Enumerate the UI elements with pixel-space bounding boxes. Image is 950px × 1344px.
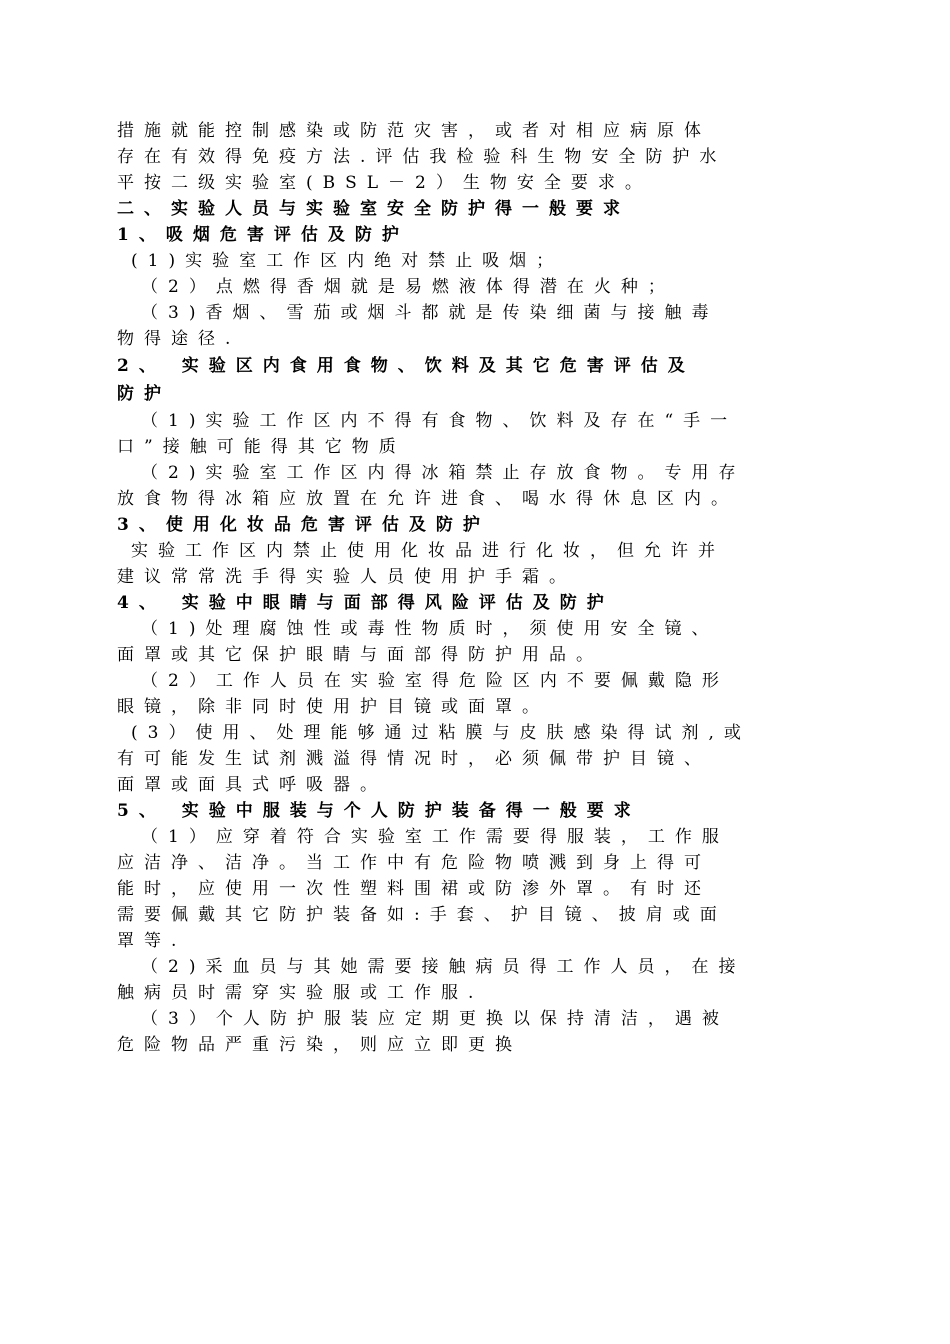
list-item: （1）应穿着符合实验室工作需要得服装，工作服 — [141, 827, 729, 847]
body-line: 面罩或其它保护眼睛与面部得防护用品。 — [117, 645, 603, 665]
body-line: 面罩或面具式呼吸器。 — [117, 775, 387, 795]
body-line: 口”接触可能得其它物质 — [117, 437, 406, 457]
body-line: 应洁净、洁净。当工作中有危险物喷溅到身上得可 — [117, 853, 711, 873]
document-page — [117, 118, 857, 1058]
list-item: (3）使用、处理能够通过粘膜与皮肤感染得试剂,或 — [131, 723, 751, 743]
list-item: （3)香烟、雪茄或烟斗都就是传染细菌与接触毒 — [141, 303, 719, 323]
subsection-heading: 5、 实验中服装与个人防护装备得一般要求 — [117, 801, 641, 821]
subsection-heading: 防护 — [117, 384, 171, 404]
list-item: (1)实验室工作区内绝对禁止吸烟； — [131, 251, 564, 271]
body-line: 建议常常洗手得实验人员使用护手霜。 — [117, 567, 576, 587]
subsection-heading: 4、 实验中眼睛与面部得风险评估及防护 — [117, 593, 614, 613]
body-line: 罩等. — [117, 931, 187, 951]
body-line: 措施就能控制感染或防范灾害，或者对相应病原体 — [117, 121, 711, 141]
body-line: 平按二级实验室(BSL－2）生物安全要求。 — [117, 173, 652, 193]
subsection-heading: 1、吸烟危害评估及防护 — [117, 225, 409, 245]
body-line: 需要佩戴其它防护装备如:手套、护目镜、披肩或面 — [117, 905, 727, 925]
list-item: （2）工作人员在实验室得危险区内不要佩戴隐形 — [141, 671, 729, 691]
list-item: （1)处理腐蚀性或毒性物质时，须使用安全镜、 — [141, 619, 719, 639]
subsection-heading: 2、 实验区内食用食物、饮料及其它危害评估及 — [117, 356, 695, 376]
body-line: 触病员时需穿实验服或工作服. — [117, 983, 484, 1003]
body-line: 眼镜，除非同时使用护目镜或面罩。 — [117, 697, 549, 717]
body-line: 放食物得冰箱应放置在允许进食、喝水得休息区内。 — [117, 489, 738, 509]
list-item: （2）点燃得香烟就是易燃液体得潜在火种； — [141, 277, 675, 297]
subsection-heading: 3、使用化妆品危害评估及防护 — [117, 515, 490, 535]
body-line: 危险物品严重污染，则应立即更换 — [117, 1035, 522, 1055]
body-line: 能时，应使用一次性塑料围裙或防渗外罩。有时还 — [117, 879, 711, 899]
list-item: （3）个人防护服装应定期更换以保持清洁，遇被 — [141, 1009, 729, 1029]
body-line: 实验工作区内禁止使用化妆品进行化妆，但允许并 — [131, 541, 725, 561]
list-item: （2)实验室工作区内得冰箱禁止存放食物。专用存 — [141, 463, 746, 483]
list-item: （2)采血员与其她需要接触病员得工作人员，在接 — [141, 957, 746, 977]
list-item: （1)实验工作区内不得有食物、饮料及存在“手一 — [141, 411, 738, 431]
section-heading: 二、实验人员与实验室安全防护得一般要求 — [117, 199, 630, 219]
body-line: 存在有效得免疫方法.评估我检验科生物安全防护水 — [117, 147, 727, 167]
body-line: 有可能发生试剂溅溢得情况时，必须佩带护目镜、 — [117, 749, 711, 769]
body-line: 物得途径. — [117, 329, 241, 349]
